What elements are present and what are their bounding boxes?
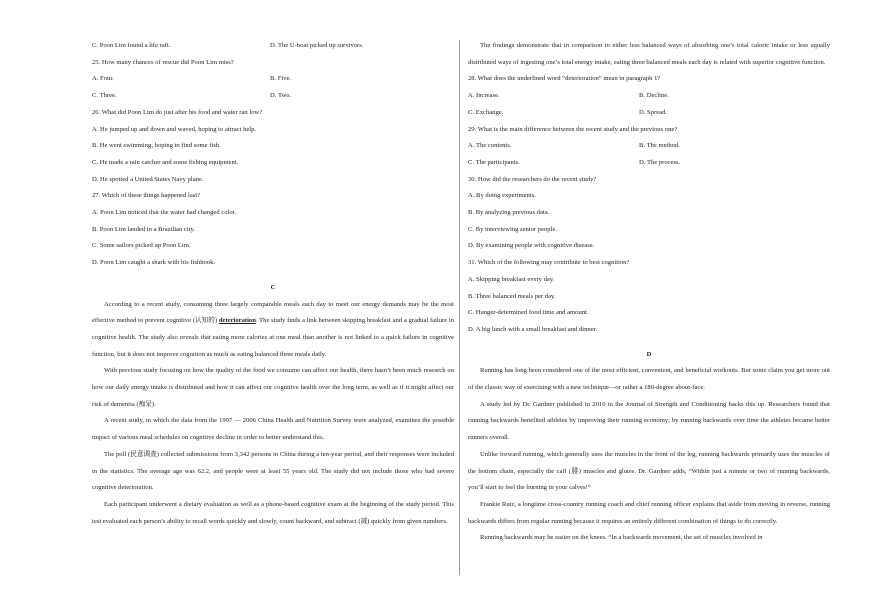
passage-c-paragraph-1 [92, 297, 454, 364]
q26-option-a: A. He jumped up and down and waved, hoping to attract help. [92, 125, 257, 133]
column-divider [459, 40, 460, 575]
passage-c-paragraph-3: A recent study, in which the data from the 1997 — 2006 China Health and Nutrition Survey were analyzed, examines the possible impact of various meal schedules on cognitive decline in order to better understand this. [92, 417, 454, 442]
q31-option-d: D. A big lunch with a small breakfast and dinner. [468, 325, 598, 333]
q29-options-row-2 [468, 155, 830, 172]
q25-option-a: A. Four. [92, 75, 114, 83]
q28-option-c: C. Exchange. [468, 108, 504, 116]
q26-option-d: D. He spotted a United States Navy plane. [92, 175, 204, 183]
section-c-heading: C [270, 283, 276, 291]
q25-option-d: D. Two. [270, 92, 292, 100]
passage-d-paragraph-2: A study led by Dr. Gardner published in 2016 in the Journal of Strength and Conditioning backs this up. Researchers found that running backwards benefited athletes by improving their running economy; by running backwards over time the athletes became better runners overall. [468, 400, 830, 442]
q28-option-d: D. Spread. [639, 108, 668, 116]
q24-option-d: D. The U-boat picked up survivors. [270, 42, 364, 49]
q24-options-row [92, 38, 454, 55]
passage-d-paragraph-3: Unlike forward running, which generally uses the muscles in the front of the leg, running backwards primarily uses the muscles of the bottom chain, especially the calf (腓) muscles and glutes. Dr. Gardner adds, “Within just a minute or two of running backwards, you’ll start to feel the burning in your calves!” [468, 450, 830, 492]
passage-c-paragraph-2: With previous study focusing on how the quality of the food we consume can affect our health, there hasn’t been much research on how our daily energy intake is distributed and how it can affect our cognitive health over the long term, as well as if it might affect our risk of dementia (痴呆). [92, 367, 454, 408]
passage-d-paragraph-4: Frankie Ruiz, a longtime cross-country running coach and chief running officer explains that aside from moving in reverse, running backwards differs from regular running because it requires an entirely different combination of things to do correctly. [468, 500, 830, 525]
q31-option-a: A. Skipping breakfast every day. [468, 275, 555, 283]
q29-option-d: D. The process. [639, 158, 681, 166]
q25-option-b: B. Five. [270, 75, 292, 83]
passage-c-paragraph-5: Each participant underwent a dietary evaluation as well as a phone-based cognitive exam at the beginning of the study period. This test evaluated each person’s ability to recall words quickly and slowly, count backward, and subtract (减) quickly from given numbers. [92, 500, 454, 525]
q24-option-c: C. Poon Lim found a life raft. [92, 42, 171, 49]
q29-option-b: B. The method. [639, 142, 680, 150]
question-29: 29. What is the main difference between the recent study and the previous one? [468, 125, 678, 133]
q29-options-row-1 [468, 138, 830, 155]
q31-option-c: C. Hunger-determined food time and amount. [468, 309, 589, 317]
p1-text-end: . The study finds a link between skipping breakfast and a gradual failure in cognitive health. The study also reveals that eating more calories at one meal than another is not linked to a quick failure in cognitive function, but it does not improve cognition as much as eating balanced three meals daily. [92, 317, 454, 358]
q25-options-row-2 [92, 88, 454, 105]
left-column [92, 38, 454, 530]
right-column [468, 38, 830, 547]
passage-d-paragraph-5: Running backwards may be easier on the knees. “In a backwards movement, the set of muscles involved in [480, 534, 763, 542]
passage-c-paragraph-4: The poll (民意调查) collected submissions from 3,342 persons in China during a ten-year period, and their responses were included in the statistics. The average age was 62.2, and people were at least 55 years old. The study did not include those who had severe cognitive deterioration. [92, 450, 454, 492]
q25-options-row-1 [92, 71, 454, 88]
passage-c-paragraph-6: The findings demonstrate that in comparison to either less balanced ways of absorbing one’s total caloric intake or less equally distributed ways of ingesting one’s total energy intake, eating three balanced meals each day is related with superior cognitive function. [468, 42, 830, 66]
q28-options-row-1 [468, 88, 830, 105]
q29-option-c: C. The participants. [468, 158, 520, 166]
q26-option-b: B. He went swimming, hoping to find some fish. [92, 142, 221, 150]
q30-option-c: C. By interviewing senior people. [468, 225, 557, 233]
q29-option-a: A. The contents. [468, 142, 512, 150]
section-d-heading: D [646, 350, 652, 358]
question-25: 25. How many chances of rescue did Poon Lim miss? [92, 58, 234, 66]
q27-option-a: A. Poon Lim noticed that the water had changed color. [92, 209, 237, 217]
question-30: 30. How did the researchers do the recent study? [468, 175, 597, 183]
q30-option-d: D. By examining people with cognitive disease. [468, 242, 595, 250]
q25-option-c: C. Three. [92, 92, 117, 100]
q28-option-a: A. Increase. [468, 92, 500, 100]
q30-option-a: A. By doing experiments. [468, 192, 536, 200]
underlined-keyword: deterioration [218, 317, 256, 325]
q26-option-c: C. He made a rain catcher and some fishing equipment. [92, 158, 239, 166]
p1-text-start: According to a recent study, consuming three largely comparable meals each day to meet our energy demands may be the most effective method to prevent cognitive (认知的) [92, 300, 454, 325]
q30-option-b: B. By analyzing previous data. [468, 209, 550, 217]
q31-option-b: B. Three balanced meals per day. [468, 292, 556, 300]
question-27: 27. Which of these things happened last? [92, 192, 201, 200]
question-31: 31. Which of the following may contribute to best cognition? [468, 259, 630, 267]
question-26: 26. What did Poon Lim do just after his food and water ran low? [92, 108, 263, 116]
q28-option-b: B. Decline. [639, 92, 669, 100]
q27-option-b: B. Poon Lim landed in a Brazilian city. [92, 225, 196, 233]
q27-option-c: C. Some sailors picked up Poon Lim. [92, 242, 191, 250]
q27-option-d: D. Poon Lim caught a shark with his fishhook. [92, 259, 216, 267]
question-28: 28. What does the underlined word “deterioration” mean in paragraph 1? [468, 75, 661, 83]
passage-d-paragraph-1: Running has long been considered one of the most efficient, convenient, and beneficial workouts. But some claim you get more out of the classic way of exercising with a new technique—or rather a 180-degree about-face. [468, 367, 830, 392]
q28-options-row-2 [468, 105, 830, 122]
